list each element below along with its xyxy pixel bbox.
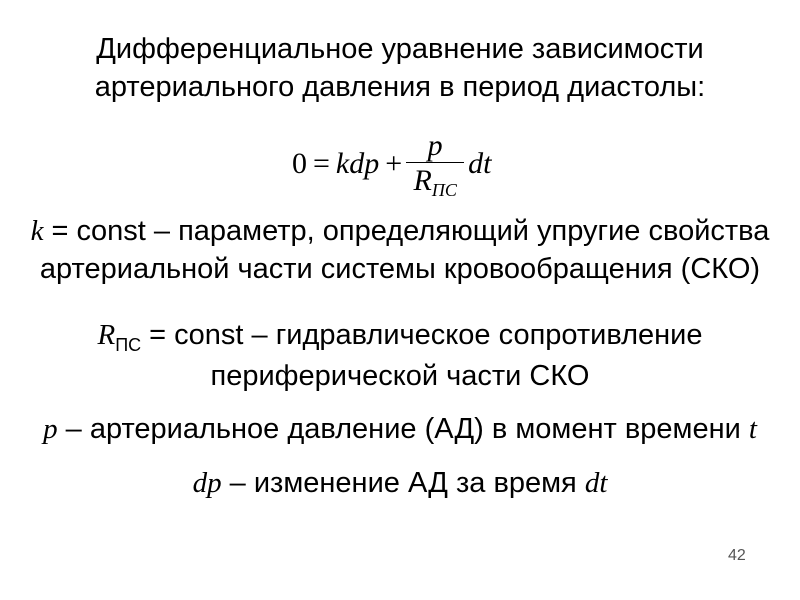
fraction-denominator [412,163,459,202]
fraction-denominator-symbol: R [413,164,432,198]
definition-p-line [0,410,800,448]
definition-k [0,212,800,288]
definition-r [0,316,800,395]
equation-lhs: 0 [292,147,307,180]
page-number: 42 [728,547,746,564]
symbol-r-subscript: ПС [115,335,142,355]
symbol-dt: dt [584,467,608,499]
symbol-r: R [97,319,116,351]
definition-k-line-1 [0,212,800,250]
definition-p [0,410,800,448]
equation-fraction [406,130,464,203]
symbol-t: t [748,413,757,445]
fraction-numerator: p [427,128,443,162]
equation-plus-sign: + [385,147,403,180]
slide-title-line-1: Дифференциальное уравнение зависимости [96,33,704,65]
definition-dp-line [0,464,800,502]
slide-title [0,30,800,106]
equation-equals-sign: = [313,147,330,180]
differential-equation [0,126,800,202]
definition-r-text-1: = const – гидравлическое сопротивление [141,319,703,351]
equation-term-kdp: kdp [335,147,380,180]
definition-k-line-2: артериальной части системы кровообращения (СКО) [39,253,761,285]
definition-r-line-2: периферической части СКО [210,360,590,392]
definition-r-line-1 [0,316,800,357]
definition-dp-text: – изменение АД за время [221,467,585,499]
definition-p-text: – артериальное давление (АД) в момент времени [57,413,749,445]
equation-body [292,126,492,202]
symbol-dp: dp [192,467,222,499]
symbol-p: p [43,413,58,445]
fraction-denominator-subscript: ПС [431,180,457,201]
equation-term-dt: dt [468,147,492,180]
symbol-k: k [30,215,44,247]
slide-title-line-2: артериального давления в период диастолы: [94,71,706,103]
definition-dp [0,464,800,502]
definition-k-text-1: = const – параметр, определяющий упругие свойства [43,215,770,247]
